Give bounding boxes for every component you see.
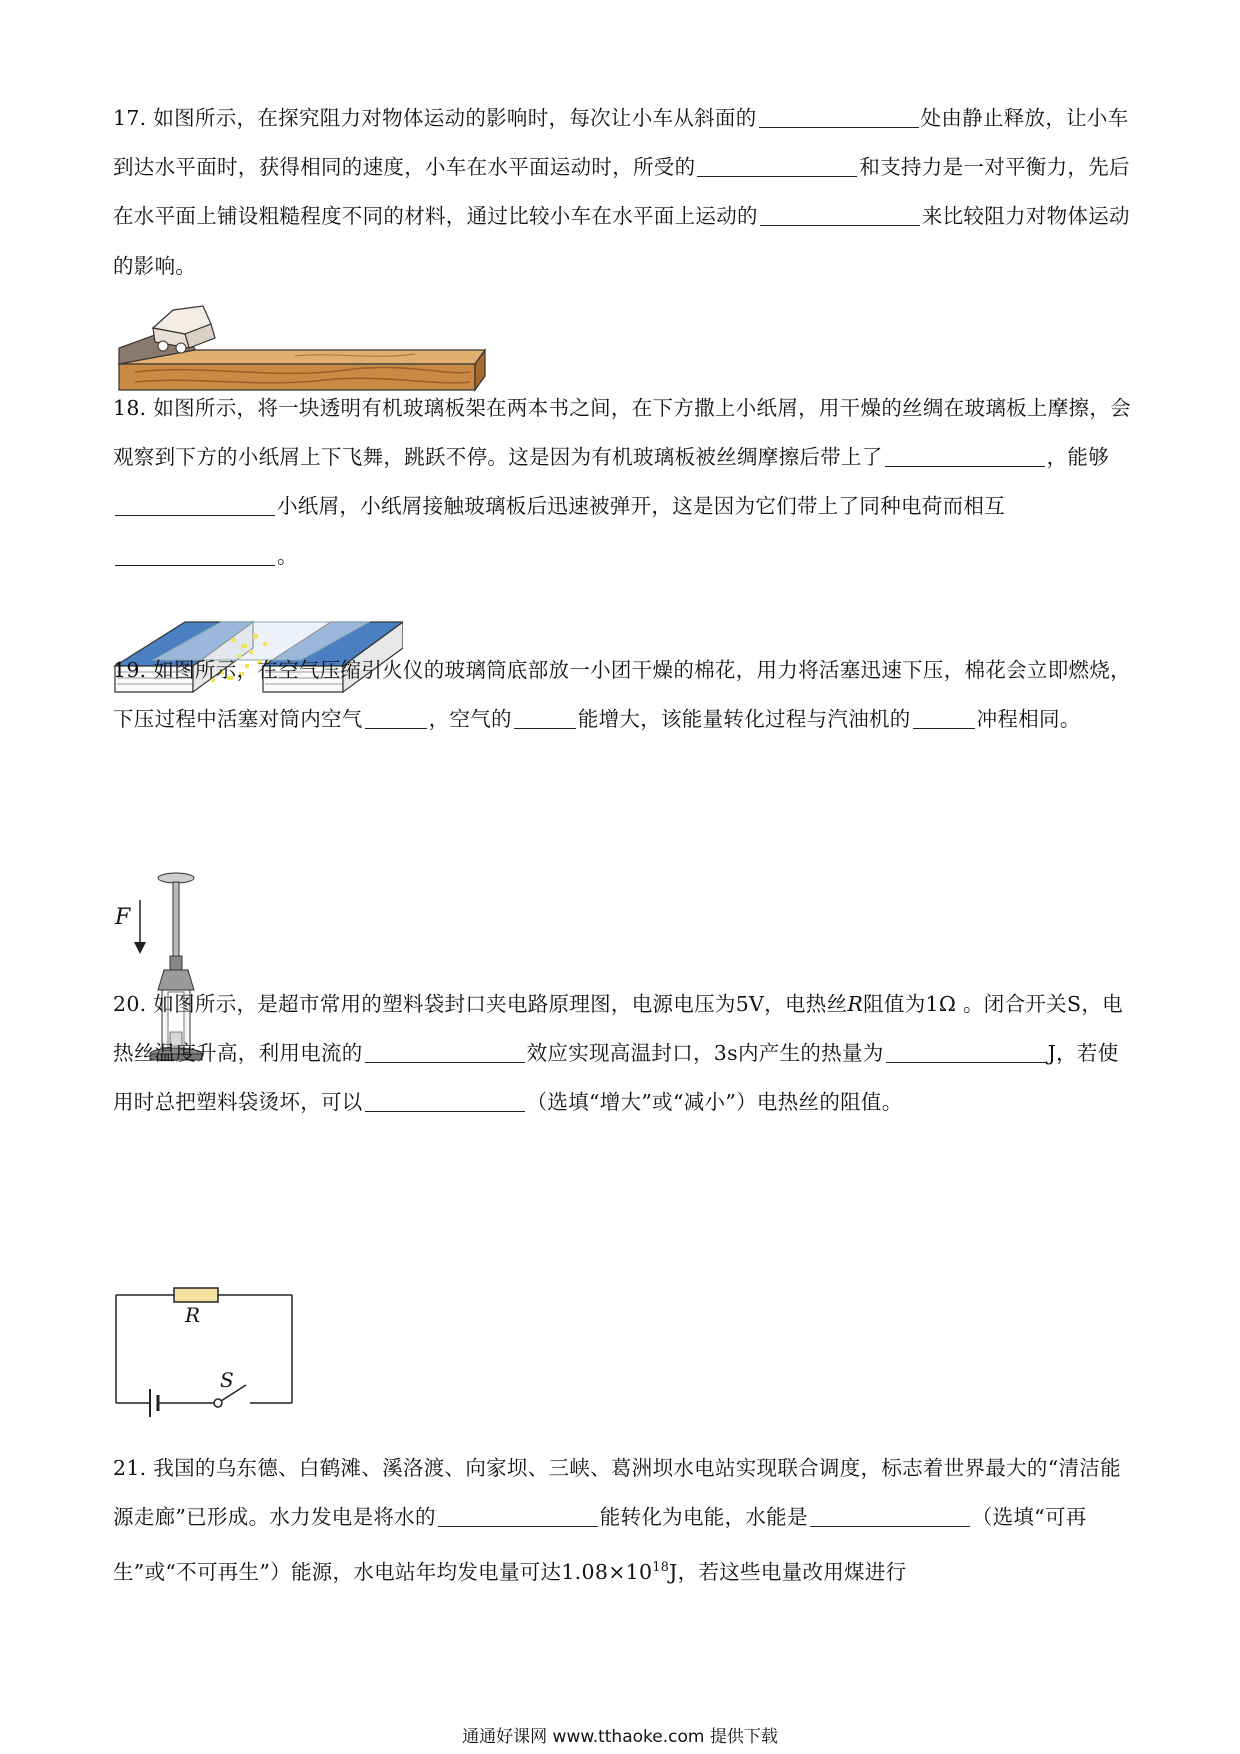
q20-text-5: （选填“增大”或“减小”）电热丝的阻值。 bbox=[526, 1090, 903, 1115]
q18-blank-2[interactable] bbox=[115, 494, 275, 517]
q19-blank-3[interactable] bbox=[913, 707, 975, 730]
q20-text-3: 效应实现高温封口，3s内产生的热量为 bbox=[526, 1041, 884, 1066]
q17-text-3: 和支持力是一对平衡力，先后在水平面上铺设粗糙程度不同的材料，通过比较小车在水平面上运动的 bbox=[113, 155, 1130, 229]
q18-text-2: ，能够 bbox=[1046, 445, 1110, 470]
q20-blank-2[interactable] bbox=[886, 1041, 1046, 1064]
question-21 bbox=[113, 1444, 1133, 1597]
q19-blank-2[interactable] bbox=[514, 707, 576, 730]
q21-energy-value: 1.08×10 bbox=[561, 1560, 653, 1585]
q17-text-4: 来比较阻力对物体运动的影响。 bbox=[113, 204, 1130, 278]
question-17 bbox=[113, 94, 1133, 291]
q17-blank-2[interactable] bbox=[697, 155, 857, 178]
q18-blank-3[interactable] bbox=[115, 543, 275, 566]
q19-force-label: F bbox=[115, 905, 131, 930]
q21-text-1: 21. 我国的乌东德、白鹤滩、溪洛渡、向家坝、三峡、葛洲坝水电站实现联合调度，标志着世界最大的“清洁能源走廊”已形成。水力发电是将水的 bbox=[113, 1456, 1121, 1530]
q17-text-2: 处由静止释放，让小车到达水平面时，获得相同的速度，小车在水平面运动时，所受的 bbox=[113, 106, 1129, 180]
q19-text-4: 冲程相同。 bbox=[976, 707, 1081, 732]
q20-blank-3[interactable] bbox=[365, 1090, 525, 1113]
question-19 bbox=[113, 646, 1133, 744]
q17-blank-3[interactable] bbox=[760, 204, 920, 227]
q21-energy-unit: J bbox=[669, 1560, 678, 1585]
q17-text-1: 17. 如图所示，在探究阻力对物体运动的影响时，每次让小车从斜面的 bbox=[113, 106, 757, 130]
footer-source: 通通好课网 www.tthaoke.com 提供下载 bbox=[462, 1727, 778, 1747]
q18-text-1: 18. 如图所示，将一块透明有机玻璃板架在两本书之间，在下方撒上小纸屑，用干燥的丝绸在玻璃板上摩擦，会观察到下方的小纸屑上下飞舞，跳跃不停。这是因为有机玻璃板被丝绸摩擦后带上了 bbox=[113, 396, 1131, 470]
q20-circuit-figure bbox=[112, 1285, 302, 1425]
q21-text-3: （选填“可再生”或“不可再生”）能源，水电站年均发电量可达 bbox=[113, 1505, 1087, 1585]
q19-text-2: ，空气的 bbox=[428, 707, 512, 732]
q20-r-symbol: R bbox=[847, 992, 864, 1016]
question-20 bbox=[113, 980, 1133, 1128]
question-18 bbox=[113, 384, 1133, 581]
q20-fig-r-label: R bbox=[185, 1303, 201, 1327]
q21-text-4: ，若这些电量改用煤进行 bbox=[677, 1560, 907, 1585]
q18-blank-1[interactable] bbox=[885, 445, 1045, 468]
q20-text-4: J，若使用时总把塑料袋烫坏，可以 bbox=[113, 1041, 1119, 1115]
q19-text-1: 19. 如图所示，在空气压缩引火仪的玻璃筒底部放一小团干燥的棉花，用力将活塞迅速下压，棉花会立即燃烧，下压过程中活塞对筒内空气 bbox=[113, 658, 1131, 732]
q17-blank-1[interactable] bbox=[759, 105, 919, 128]
q21-text-2: 能转化为电能，水能是 bbox=[599, 1505, 808, 1530]
q20-fig-s-label: S bbox=[220, 1368, 234, 1392]
q19-text-3: 能增大，该能量转化过程与汽油机的 bbox=[577, 707, 911, 732]
q21-blank-2[interactable] bbox=[810, 1505, 970, 1528]
q21-energy-exponent: 18 bbox=[652, 1559, 670, 1575]
q18-text-4: 。 bbox=[277, 543, 298, 568]
q20-blank-1[interactable] bbox=[365, 1041, 525, 1064]
q20-text-2: 阻值为1Ω 。闭合开关S，电热丝温度升高，利用电流的 bbox=[113, 992, 1123, 1066]
resistor-symbol bbox=[174, 1288, 218, 1302]
switch-symbol bbox=[214, 1399, 222, 1407]
q21-blank-1[interactable] bbox=[438, 1505, 598, 1528]
q20-text-1: 20. 如图所示，是超市常用的塑料袋封口夹电路原理图，电源电压为5V，电热丝 bbox=[113, 992, 848, 1016]
q18-text-3: 小纸屑，小纸屑接触玻璃板后迅速被弹开，这是因为它们带上了同种电荷而相互 bbox=[277, 494, 1005, 519]
q19-blank-1[interactable] bbox=[365, 707, 427, 730]
